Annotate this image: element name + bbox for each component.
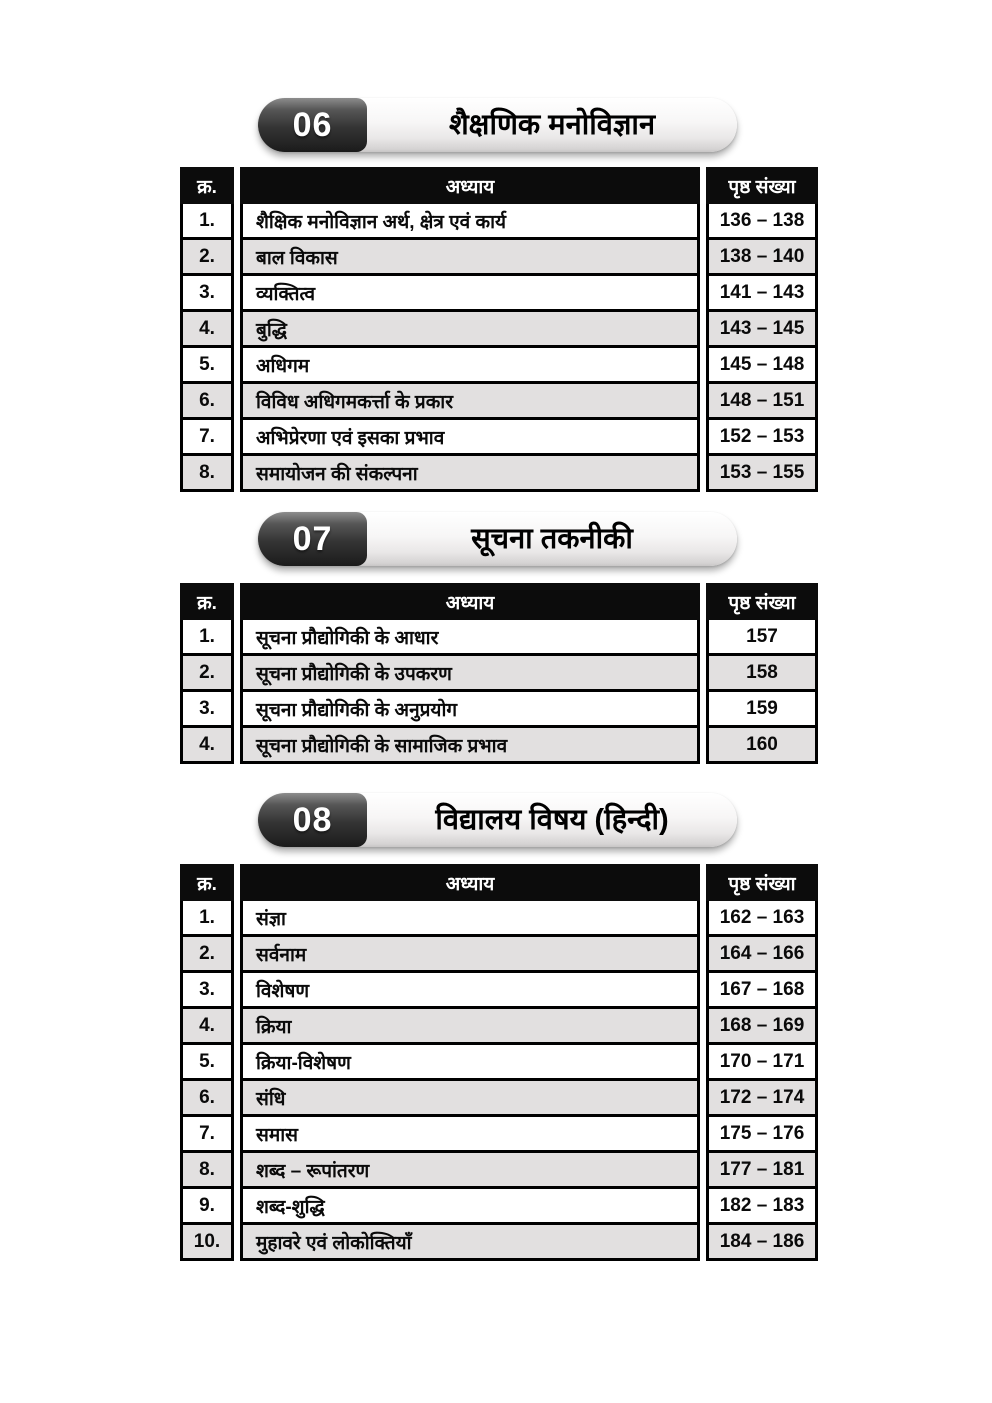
toc-row-3-serial: 3. (180, 973, 234, 1009)
toc-row-3-pages: 141 – 143 (706, 276, 818, 312)
toc-row-3-pages: 159 (706, 692, 818, 728)
section-badge-06 (258, 98, 737, 152)
toc-row-9-chapter: शब्द-शुद्धि (240, 1189, 700, 1225)
toc-row-7-pages: 175 – 176 (706, 1117, 818, 1153)
toc-row-2-serial: 2. (180, 656, 234, 692)
toc-row-5-chapter: अधिगम (240, 348, 700, 384)
toc-row-3-chapter: विशेषण (240, 973, 700, 1009)
section-title: सूचना तकनीकी (471, 523, 633, 555)
toc-row-6-serial: 6. (180, 384, 234, 420)
toc-row-6-serial: 6. (180, 1081, 234, 1117)
toc-table-06 (180, 167, 818, 492)
toc-row-9-serial: 9. (180, 1189, 234, 1225)
toc-row-4-serial: 4. (180, 1009, 234, 1045)
column-header-serial: क्र. (180, 167, 234, 204)
toc-row-1-chapter: शैक्षिक मनोविज्ञान अर्थ, क्षेत्र एवं कार्य (240, 204, 700, 240)
toc-row-1-chapter: सूचना प्रौद्योगिकी के आधार (240, 620, 700, 656)
toc-row-3-serial: 3. (180, 276, 234, 312)
toc-row-8-pages: 177 – 181 (706, 1153, 818, 1189)
toc-row-10-serial: 10. (180, 1225, 234, 1261)
toc-table-08 (180, 864, 818, 1261)
toc-row-5-serial: 5. (180, 1045, 234, 1081)
toc-row-10-pages: 184 – 186 (706, 1225, 818, 1261)
toc-row-2-pages: 138 – 140 (706, 240, 818, 276)
section-badge-07 (258, 512, 737, 566)
toc-row-7-pages: 152 – 153 (706, 420, 818, 456)
section-number: 08 (258, 793, 367, 847)
toc-row-6-pages: 148 – 151 (706, 384, 818, 420)
toc-row-1-pages: 136 – 138 (706, 204, 818, 240)
toc-row-2-pages: 158 (706, 656, 818, 692)
toc-row-4-serial: 4. (180, 728, 234, 764)
toc-row-1-serial: 1. (180, 204, 234, 240)
toc-row-2-serial: 2. (180, 240, 234, 276)
toc-row-1-serial: 1. (180, 901, 234, 937)
toc-row-7-chapter: अभिप्रेरणा एवं इसका प्रभाव (240, 420, 700, 456)
toc-row-4-pages: 168 – 169 (706, 1009, 818, 1045)
section-badge-08 (258, 793, 737, 847)
column-header-pages: पृष्ठ संख्या (706, 864, 818, 901)
column-header-serial: क्र. (180, 864, 234, 901)
toc-row-7-serial: 7. (180, 1117, 234, 1153)
toc-row-6-pages: 172 – 174 (706, 1081, 818, 1117)
toc-row-3-chapter: व्यक्तित्व (240, 276, 700, 312)
toc-row-7-serial: 7. (180, 420, 234, 456)
toc-row-8-chapter: शब्द – रूपांतरण (240, 1153, 700, 1189)
toc-row-2-serial: 2. (180, 937, 234, 973)
section-number: 06 (258, 98, 367, 152)
toc-table-07 (180, 583, 818, 764)
toc-row-5-chapter: क्रिया-विशेषण (240, 1045, 700, 1081)
toc-row-5-pages: 145 – 148 (706, 348, 818, 384)
toc-row-2-pages: 164 – 166 (706, 937, 818, 973)
toc-row-1-pages: 162 – 163 (706, 901, 818, 937)
toc-row-1-pages: 157 (706, 620, 818, 656)
toc-row-10-chapter: मुहावरे एवं लोकोक्तियाँ (240, 1225, 700, 1261)
toc-row-6-chapter: संधि (240, 1081, 700, 1117)
column-header-serial: क्र. (180, 583, 234, 620)
toc-row-8-serial: 8. (180, 456, 234, 492)
column-header-chapter: अध्याय (240, 864, 700, 901)
toc-row-4-chapter: बुद्धि (240, 312, 700, 348)
toc-row-8-pages: 153 – 155 (706, 456, 818, 492)
toc-row-4-chapter: सूचना प्रौद्योगिकी के सामाजिक प्रभाव (240, 728, 700, 764)
toc-row-5-serial: 5. (180, 348, 234, 384)
toc-row-7-chapter: समास (240, 1117, 700, 1153)
section-title: शैक्षणिक मनोविज्ञान (448, 109, 656, 141)
column-header-chapter: अध्याय (240, 167, 700, 204)
section-title: विद्यालय विषय (हिन्दी) (435, 804, 669, 836)
toc-row-8-serial: 8. (180, 1153, 234, 1189)
toc-row-8-chapter: समायोजन की संकल्पना (240, 456, 700, 492)
column-header-pages: पृष्ठ संख्या (706, 583, 818, 620)
toc-row-3-serial: 3. (180, 692, 234, 728)
toc-row-9-pages: 182 – 183 (706, 1189, 818, 1225)
toc-row-4-serial: 4. (180, 312, 234, 348)
column-header-pages: पृष्ठ संख्या (706, 167, 818, 204)
toc-row-3-pages: 167 – 168 (706, 973, 818, 1009)
toc-row-1-serial: 1. (180, 620, 234, 656)
toc-row-4-pages: 143 – 145 (706, 312, 818, 348)
toc-row-4-chapter: क्रिया (240, 1009, 700, 1045)
column-header-chapter: अध्याय (240, 583, 700, 620)
toc-row-2-chapter: सूचना प्रौद्योगिकी के उपकरण (240, 656, 700, 692)
toc-row-2-chapter: बाल विकास (240, 240, 700, 276)
toc-row-1-chapter: संज्ञा (240, 901, 700, 937)
toc-row-4-pages: 160 (706, 728, 818, 764)
toc-row-2-chapter: सर्वनाम (240, 937, 700, 973)
toc-row-6-chapter: विविध अधिगमकर्त्ता के प्रकार (240, 384, 700, 420)
section-number: 07 (258, 512, 367, 566)
toc-row-5-pages: 170 – 171 (706, 1045, 818, 1081)
toc-row-3-chapter: सूचना प्रौद्योगिकी के अनुप्रयोग (240, 692, 700, 728)
